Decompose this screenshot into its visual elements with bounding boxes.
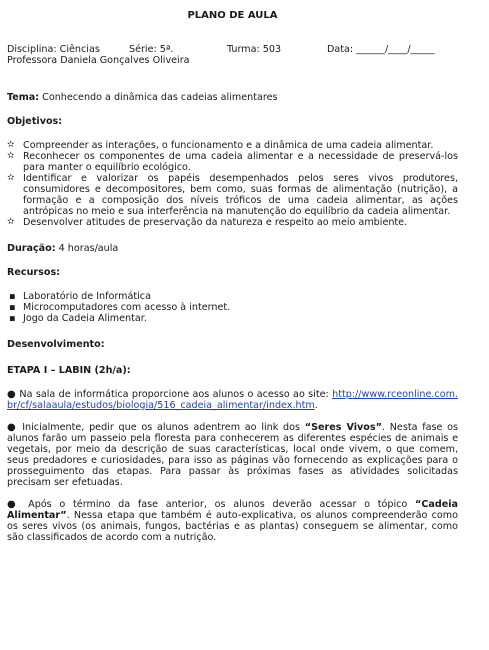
- stage-heading: ETAPA I – LABIN (2h/a):: [7, 365, 131, 376]
- paragraph-site: ● Na sala de informática proporcione aos alunos o acesso ao site: http://www.rceonline.com.br/cf/salaaula/estudos/biologia/516_cadeia_alimentar/index.htm.: [7, 389, 458, 411]
- subject-label: Disciplina: Ciências: [7, 44, 100, 55]
- resource-item: ▪ Jogo da Cadeia Alimentar.: [9, 313, 147, 324]
- bullet-icon: ●: [7, 499, 21, 510]
- grade-label: Série: 5ª.: [129, 44, 174, 55]
- star-icon: ✫: [7, 140, 15, 150]
- star-icon: ✫: [7, 173, 15, 183]
- header-row: [7, 44, 458, 55]
- duration-label: Duração:: [7, 243, 56, 254]
- duration-text: 4 horas/aula: [55, 243, 119, 254]
- objective-item: ✫ Compreender as interações, o funcionamento e a dinâmica de uma cadeia alimentar.: [7, 140, 434, 151]
- teacher-name: Professora Daniela Gonçalves Oliveira: [7, 55, 190, 66]
- bullet-icon: ●: [7, 389, 17, 400]
- resource-item: ▪ Microcomputadores com acesso à internet.: [9, 302, 231, 313]
- date-label: Data: ______/____/_____: [327, 44, 435, 55]
- paragraph-cadeia-alimentar: ● Após o término da fase anterior, os alunos deverão acessar o tópico “Cadeia Alimentar”. Nessa etapa que também é auto-explicativa, os alunos compreenderão como os seres vivos (os animais, fungos, bactérias e as plantas) conseguem se alimentar, como são classificados de acordo com a nutrição.: [7, 499, 458, 543]
- objective-item: ✫ Reconhecer os componentes de uma cadeia alimentar e a necessidade de preservá-los para manter o equilíbrio ecológico.: [7, 151, 458, 173]
- resources-heading: Recursos:: [7, 267, 60, 278]
- theme-text: Conhecendo a dinâmica das cadeias alimentares: [39, 92, 278, 103]
- resource-item: ▪ Laboratório de Informática: [9, 291, 151, 302]
- site-link[interactable]: http://www.rceonline.com.br/cf/salaaula/estudos/biologia/516_cadeia_alimentar/index.htm: [7, 389, 458, 411]
- duration-line: [7, 243, 458, 254]
- star-icon: ✫: [7, 217, 15, 227]
- document-title: PLANO DE AULA: [187, 10, 278, 21]
- objective-item: ✫ Identificar e valorizar os papéis desempenhados pelos seres vivos produtores, consumidores e decompositores, bem como, suas formas de alimentação (nutrição), a formação e a composição dos níveis tróficos de uma cadeia alimentar, as ações antrópicas no meio e sua interferência na manutenção do equilíbrio da cadeia alimentar.: [7, 173, 458, 217]
- square-bullet-icon: ▪: [9, 302, 16, 313]
- objectives-list: [7, 140, 458, 228]
- theme-label: Tema:: [7, 92, 40, 103]
- star-icon: ✫: [7, 151, 15, 161]
- objectives-heading: Objetivos:: [7, 116, 63, 127]
- class-label: Turma: 503: [227, 44, 282, 55]
- objective-item: ✫ Desenvolver atitudes de preservação da natureza e respeito ao meio ambiente.: [7, 217, 408, 228]
- paragraph-seres-vivos: ● Inicialmente, pedir que os alunos adentrem ao link dos “Seres Vivos”. Nesta fase os alunos farão um passeio pela floresta para conhecerem as diferentes espécies de animais e vegetais, por meio da descrição de suas características, local onde vivem, o que comem, seus predadores e curiosidades, para isso as páginas vão fornecendo as explicações para o prosseguimento das etapas. Para passar às próximas fases as atividades solicitadas precisam ser efetuadas.: [7, 422, 459, 488]
- square-bullet-icon: ▪: [9, 291, 16, 302]
- resources-list: [7, 291, 458, 324]
- document-page: [0, 10, 489, 650]
- square-bullet-icon: ▪: [9, 313, 16, 324]
- development-heading: Desenvolvimento:: [7, 339, 105, 350]
- theme-line: [7, 92, 458, 103]
- bullet-icon: ●: [7, 422, 18, 433]
